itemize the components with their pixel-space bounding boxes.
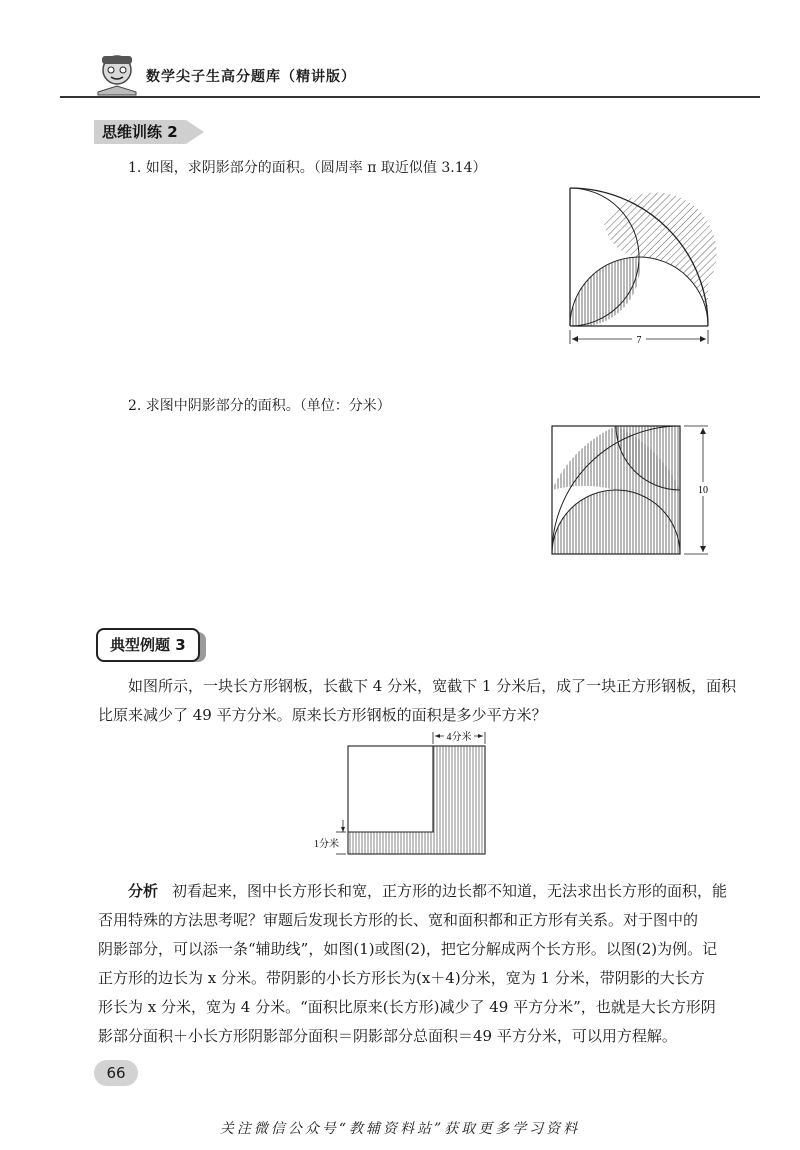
section-tag-arrow — [186, 120, 204, 144]
example-line-2: 比原来减少了 49 平方分米。原来长方形钢板的面积是多少平方米？ — [98, 706, 547, 724]
mascot-icon — [92, 52, 142, 96]
problem-1-text: 1. 如图，求阴影部分的面积。（圆周率 π 取近似值 3.14） — [128, 160, 487, 176]
analysis-line-3: 阴影部分，可以添一条“辅助线”，如图(1)或图(2)，把它分解成两个长方形。以图(2)为例。记 — [98, 940, 718, 958]
figure-3-left-label: 1分米 — [314, 839, 339, 850]
analysis-line-4: 正方形的边长为 x 分米。带阴影的小长方形长为(x＋4)分米，宽为 1 分米，带阴影的大长方 — [98, 969, 705, 987]
example-line-1: 如图所示，一块长方形钢板，长截下 4 分米，宽截下 1 分米后，成了一块正方形钢板，面积 — [128, 677, 737, 695]
analysis-line-2: 否用特殊的方法思考呢？审题后发现长方形的长、宽和面积都和正方形有关系。对于图中的 — [98, 911, 699, 929]
analysis-line-1: 初看起来，图中长方形长和宽，正方形的边长都不知道，无法求出长方形的面积，能 — [172, 882, 728, 900]
header-divider — [60, 96, 760, 98]
analysis-line-6: 影部分面积＋小长方形阴影部分面积＝阴影部分总面积＝49 平方分米，可以用方程解。 — [98, 1027, 677, 1045]
footer-note: 关注微信公众号“教辅资料站”获取更多学习资料 — [219, 1121, 581, 1137]
section-tag-thinking-training: 思维训练 2 — [94, 120, 186, 144]
section-tag-typical-example: 典型例题 3 — [96, 628, 200, 662]
figure-1-dimension-label: 7 — [636, 335, 642, 346]
header-title: 数学尖子生高分题库（精讲版） — [146, 69, 356, 85]
figure-2-dimension-label: 10 — [698, 485, 708, 496]
problem-2-text: 2. 求图中阴影部分的面积。（单位：分米） — [128, 398, 391, 414]
figure-1-quarter-circle — [560, 184, 720, 350]
analysis-label: 分析 — [128, 882, 159, 900]
figure-2-square-arcs — [548, 420, 718, 560]
figure-3-top-label: 4分米 — [446, 732, 472, 743]
analysis-line-5: 形长为 x 分米，宽为 4 分米。“面积比原来(长方形)减少了 49 平方分米”，也就是大长方形阴 — [98, 998, 716, 1016]
page-number: 66 — [94, 1060, 138, 1086]
figure-3-steel-plate — [310, 726, 500, 858]
